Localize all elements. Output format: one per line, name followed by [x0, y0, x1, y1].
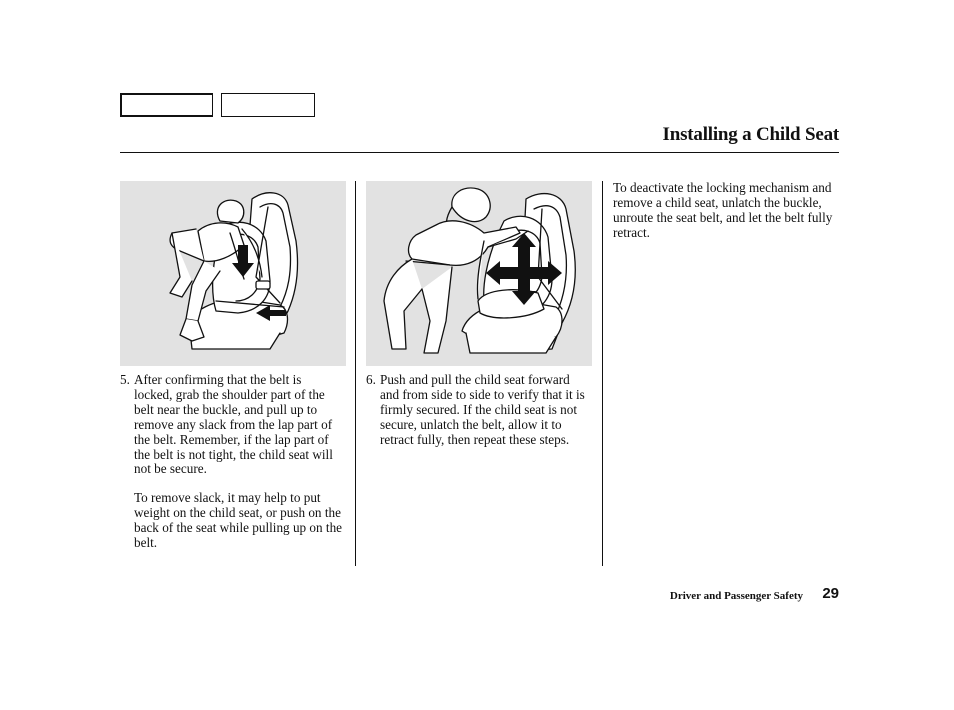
- section-name: Driver and Passenger Safety: [669, 590, 803, 602]
- step-text: After confirming that the belt is locked, grab the shoulder part of the belt near the buckle, and pull up to remove any slack from the lap part of the belt. Remember, if the lap part of the belt is not tight, the child seat will not be secure.: [134, 372, 333, 477]
- index-tab[interactable]: [221, 93, 315, 117]
- step-number: 5.: [120, 372, 130, 387]
- step-5: [120, 373, 342, 477]
- column-divider: [355, 181, 356, 566]
- title-rule: [120, 152, 839, 153]
- page-number: 29: [822, 585, 839, 602]
- removal-instructions: To deactivate the locking mechanism and remove a child seat, unlatch the buckle, unroute the seat belt, and let the belt fully retract.: [613, 180, 833, 240]
- step-5-tip: To remove slack, it may help to put weight on the child seat, or push on the back of the seat while pulling up on the belt.: [134, 490, 343, 550]
- step-6: [366, 373, 592, 448]
- column-divider: [602, 181, 603, 566]
- child-seat-push-pull-icon: [366, 181, 592, 366]
- child-seat-belt-tightening-icon: [120, 181, 346, 366]
- step-6-illustration: [366, 181, 592, 366]
- page-title: Installing a Child Seat: [662, 124, 839, 145]
- step-5-illustration: [120, 181, 346, 366]
- step-number: 6.: [366, 372, 376, 387]
- main-menu-tab[interactable]: [120, 93, 213, 117]
- step-text: Push and pull the child seat forward and from side to side to verify that it is firmly secured. If the child seat is not secure, unlatch the belt, allow it to retract fully, then repeat these steps.: [380, 372, 585, 447]
